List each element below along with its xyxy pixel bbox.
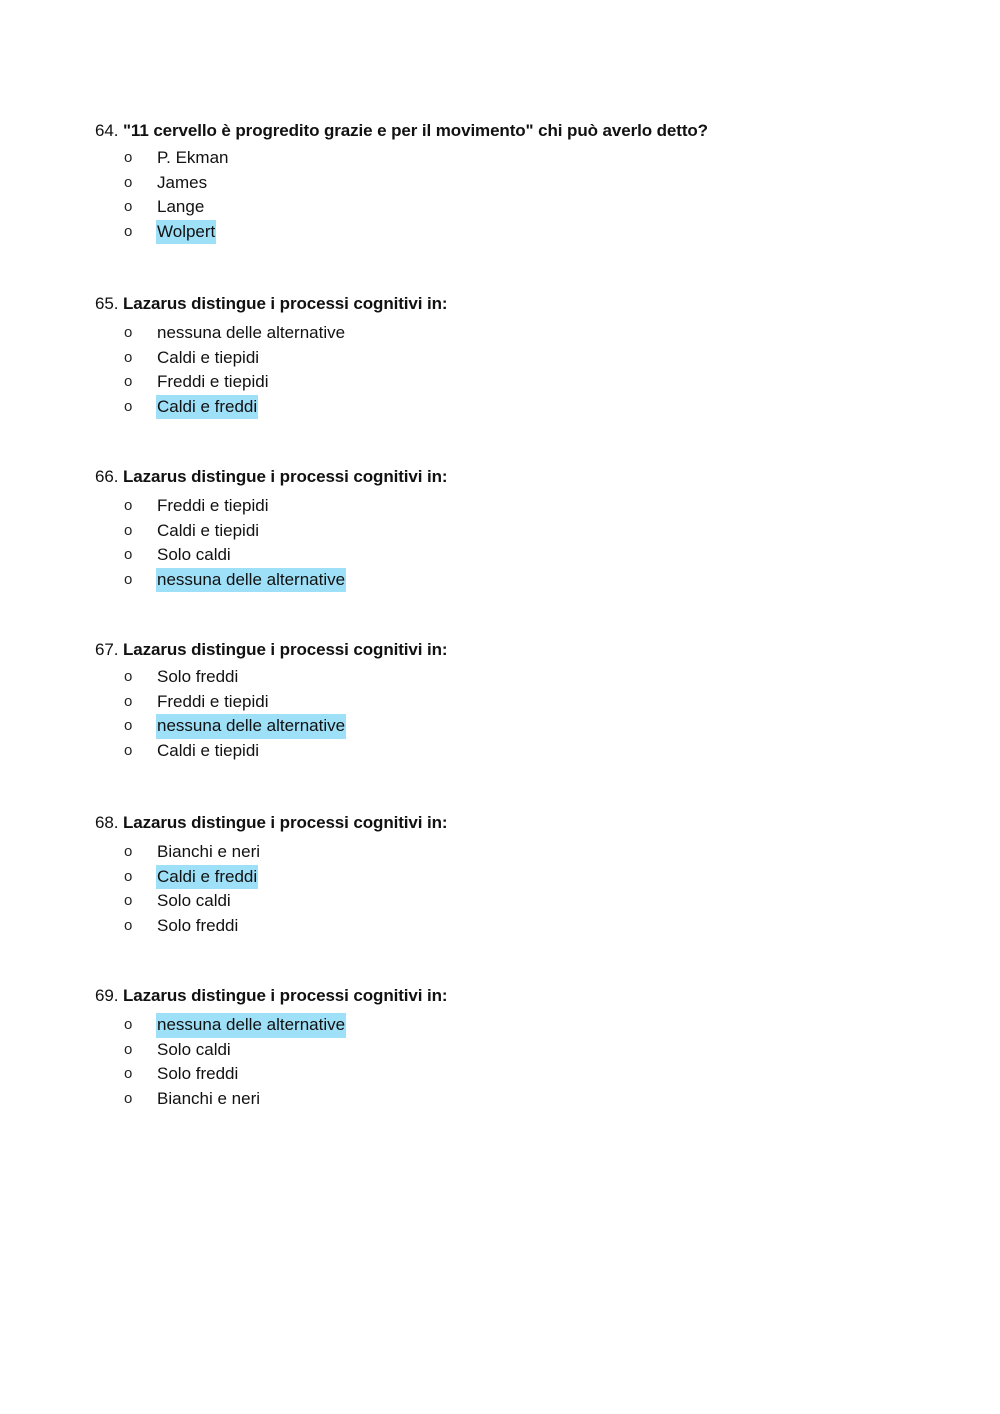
bullet-icon: o <box>124 149 133 166</box>
question-text: "11 cervello è progredito grazie e per il movimento" chi può averlo detto? <box>122 121 708 140</box>
option-label: James <box>157 172 208 192</box>
option-label: Freddi e tiepidi <box>157 691 269 711</box>
question-text: Lazarus distingue i processi cognitivi in: <box>122 813 448 832</box>
bullet-icon: o <box>124 521 133 539</box>
question-number: 64. <box>95 121 119 140</box>
option-label: Solo freddi <box>157 915 239 935</box>
question-number: 69. <box>95 986 119 1005</box>
question-heading <box>95 293 955 315</box>
bullet-icon: o <box>124 1065 133 1082</box>
bullet-icon: o <box>124 741 133 759</box>
bullet-icon: o <box>124 373 133 390</box>
option-label: Solo caldi <box>157 891 231 910</box>
bullet-icon: o <box>124 324 133 341</box>
question-text: Lazarus distingue i processi cognitivi in: <box>122 467 448 486</box>
bullet-icon: o <box>124 1016 133 1033</box>
question-66 <box>95 466 955 589</box>
bullet-icon: o <box>124 348 133 366</box>
option-label: nessuna delle alternative <box>157 323 346 342</box>
bullet-icon: o <box>124 717 133 734</box>
option-label: Solo caldi <box>157 545 231 564</box>
question-68 <box>95 812 955 935</box>
bullet-icon: o <box>124 546 133 563</box>
bullet-icon: o <box>124 173 133 191</box>
option-label: Solo freddi <box>157 667 239 686</box>
option-label: Caldi e freddi <box>156 395 258 420</box>
question-number: 66. <box>95 467 119 486</box>
option-label: Solo freddi <box>157 1064 239 1083</box>
question-text: Lazarus distingue i processi cognitivi in: <box>122 986 448 1005</box>
question-69 <box>95 985 955 1108</box>
bullet-icon: o <box>124 1040 133 1058</box>
option-label: nessuna delle alternative <box>156 714 346 739</box>
question-64 <box>95 120 955 241</box>
bullet-icon: o <box>124 497 133 514</box>
option-label: Caldi e tiepidi <box>157 740 260 760</box>
bullet-icon: o <box>124 1089 133 1107</box>
question-text: Lazarus distingue i processi cognitivi in: <box>122 640 448 659</box>
option-label: Wolpert <box>156 220 216 245</box>
option-label: Caldi e tiepidi <box>157 520 260 540</box>
bullet-icon: o <box>124 692 133 710</box>
option-label: P. Ekman <box>157 148 229 167</box>
question-number: 68. <box>95 813 119 832</box>
question-67 <box>95 639 955 760</box>
option-label: nessuna delle alternative <box>156 1013 346 1038</box>
bullet-icon: o <box>124 397 133 415</box>
option-label: Freddi e tiepidi <box>157 372 269 391</box>
option-label: Solo caldi <box>157 1039 231 1059</box>
question-heading <box>95 985 955 1007</box>
option-label: Lange <box>157 197 205 216</box>
option-label: nessuna delle alternative <box>156 568 346 593</box>
bullet-icon: o <box>124 570 133 588</box>
question-heading <box>95 120 955 142</box>
bullet-icon: o <box>124 222 133 240</box>
option-label: Caldi e freddi <box>156 865 258 890</box>
question-heading <box>95 812 955 834</box>
option-label: Bianchi e neri <box>157 842 261 861</box>
question-heading <box>95 466 955 488</box>
question-number: 65. <box>95 294 119 313</box>
question-heading <box>95 639 955 661</box>
option-label: Caldi e tiepidi <box>157 347 260 367</box>
option-label: Freddi e tiepidi <box>157 496 269 515</box>
bullet-icon: o <box>124 198 133 215</box>
question-number: 67. <box>95 640 119 659</box>
bullet-icon: o <box>124 668 133 685</box>
bullet-icon: o <box>124 843 133 860</box>
bullet-icon: o <box>124 867 133 885</box>
bullet-icon: o <box>124 892 133 909</box>
option-label: Bianchi e neri <box>157 1088 261 1108</box>
question-text: Lazarus distingue i processi cognitivi in: <box>122 294 448 313</box>
question-65 <box>95 293 955 416</box>
bullet-icon: o <box>124 916 133 934</box>
